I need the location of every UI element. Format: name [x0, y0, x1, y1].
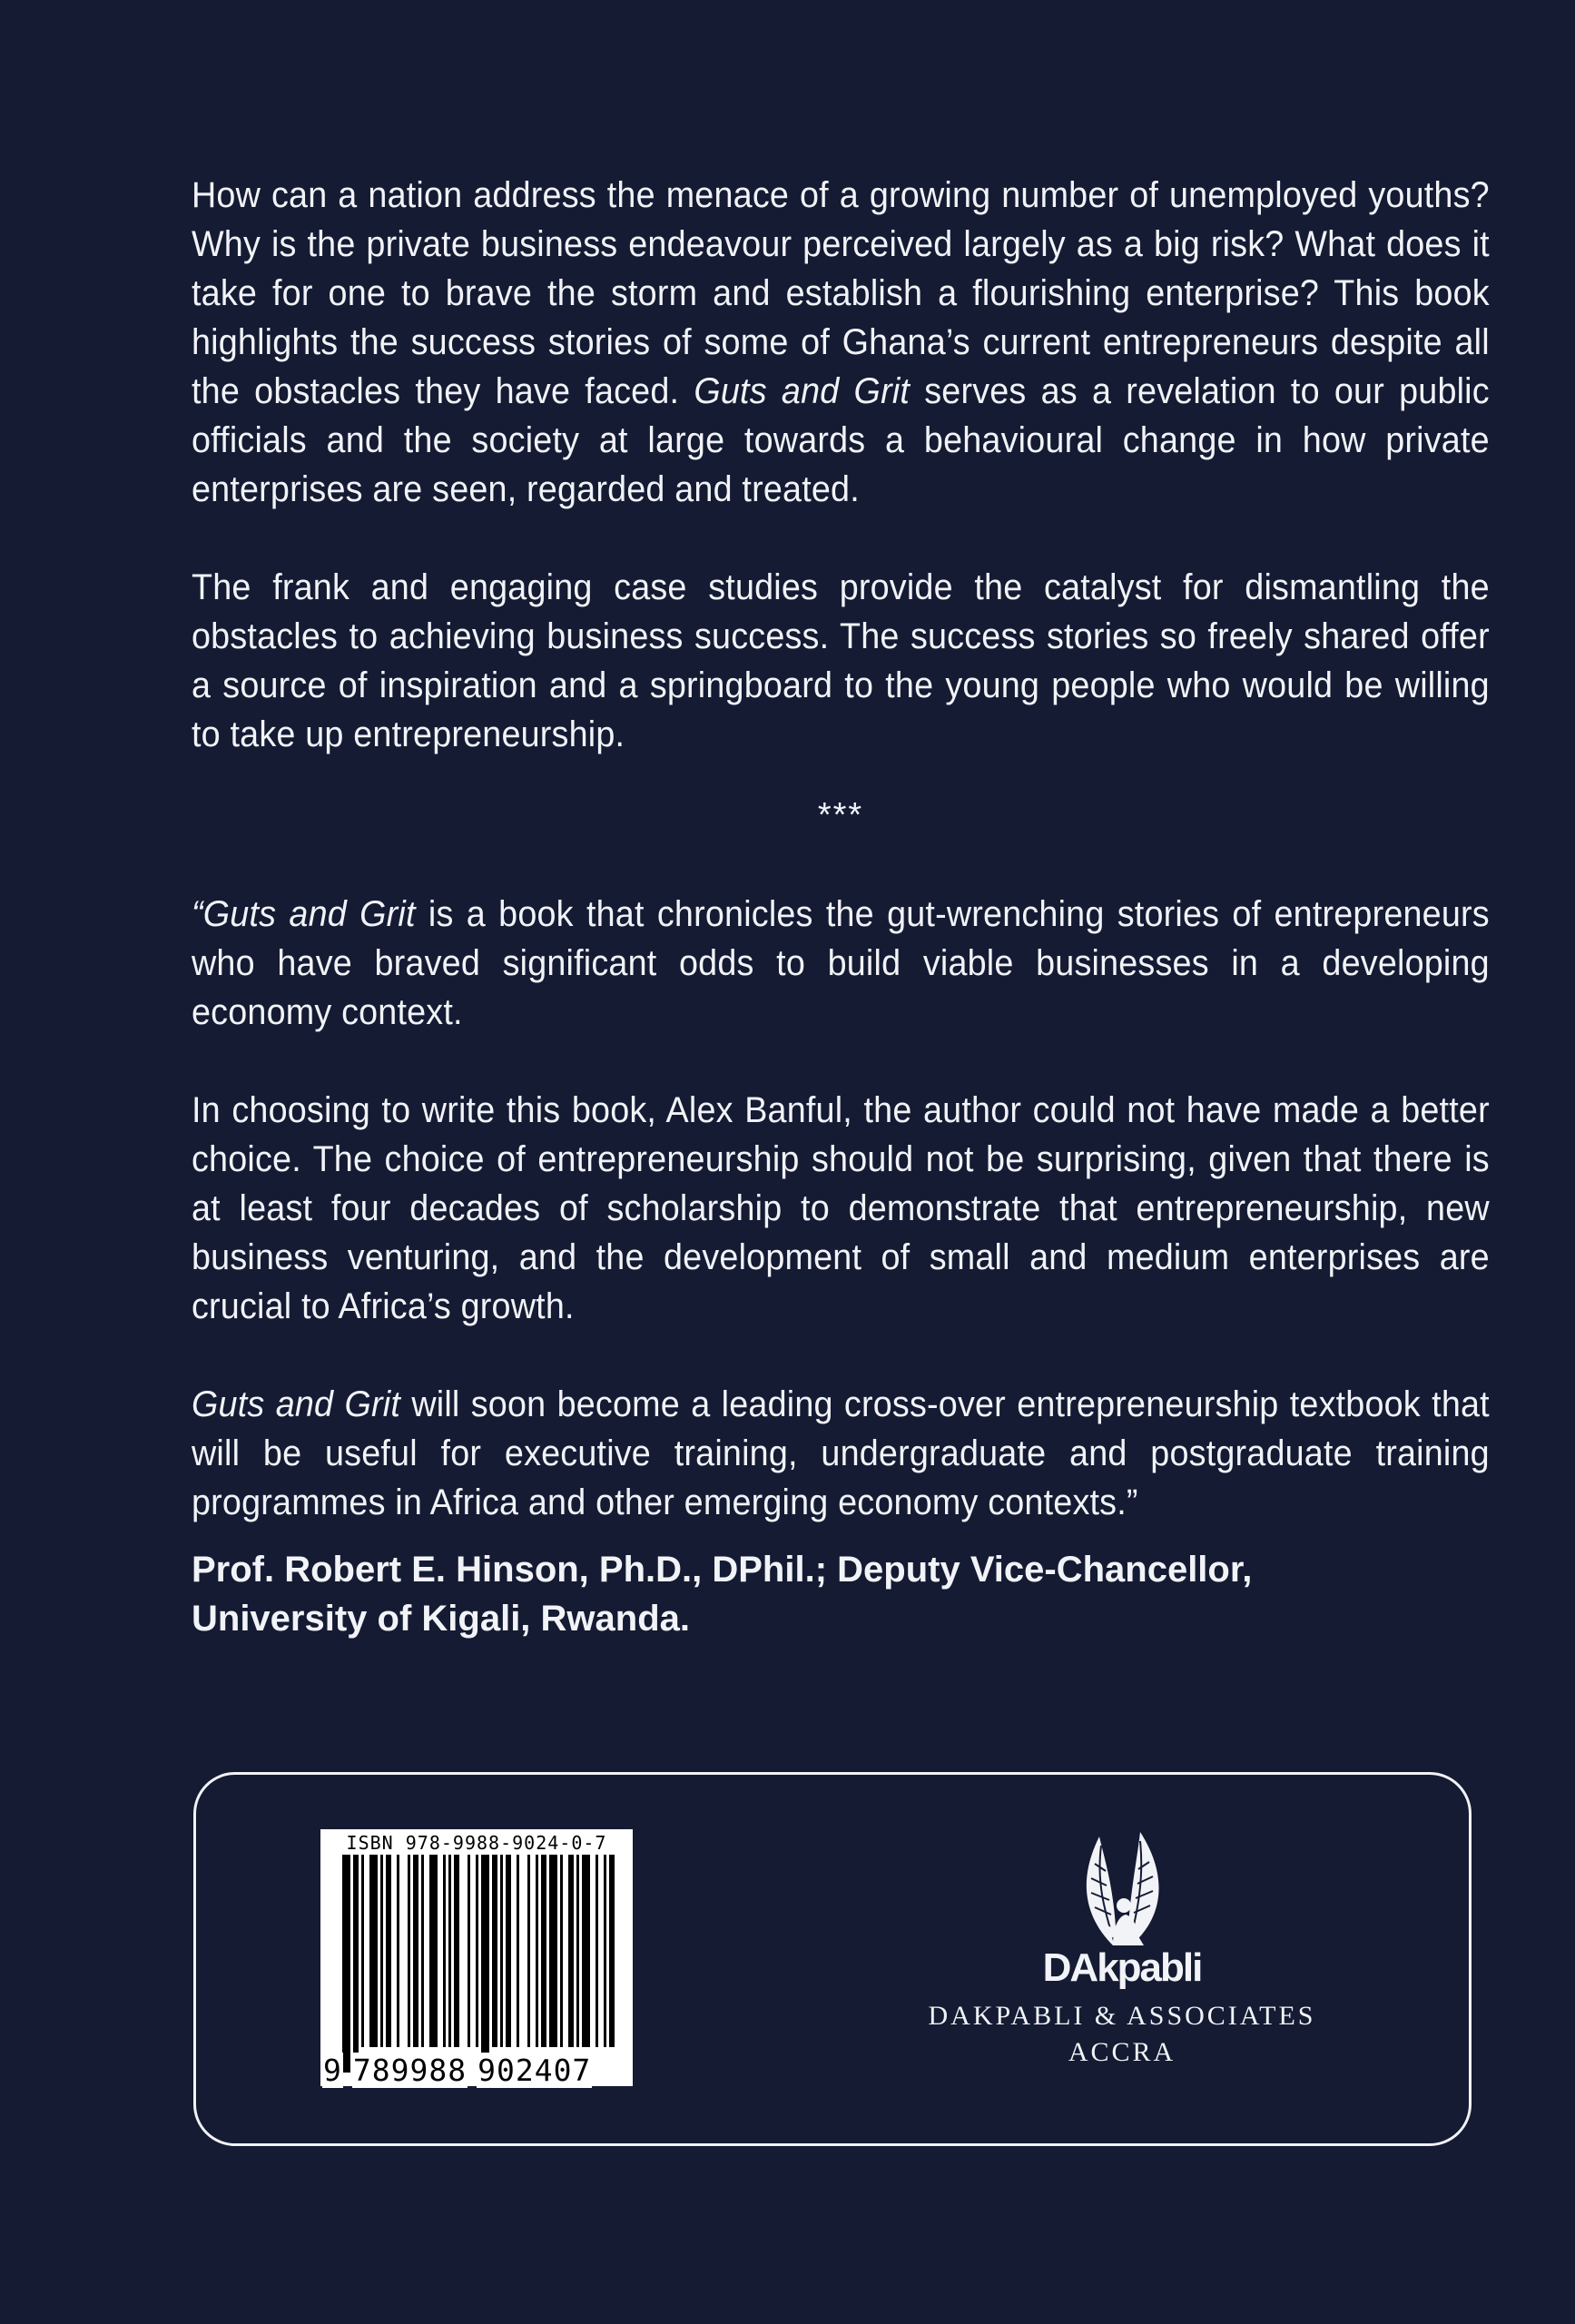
book-title-italic: “Guts and Grit [192, 894, 416, 934]
barcode-bar [443, 1855, 446, 2047]
isbn-label: ISBN 978-9988-9024-0-7 [346, 1832, 607, 1854]
ean-digits [322, 2055, 592, 2086]
isbn-barcode [320, 1829, 633, 2086]
publisher-name: DAKPABLI & ASSOCIATES [928, 2001, 1316, 2031]
barcode-bar [517, 1855, 519, 2047]
section-separator: *** [817, 796, 864, 834]
back-cover-text [192, 171, 1490, 1643]
endorser-attribution [192, 1545, 1490, 1643]
blurb-text: serves as a revelation to our public officials and the society at large towards a behavioural change in how private enterprises are seen, regarded and treated. [192, 371, 1490, 509]
endorsement-paragraph-3 [192, 1380, 1490, 1527]
barcode-bar [369, 1855, 378, 2047]
endorsement-paragraph-1 [192, 890, 1490, 1037]
endorsement-paragraph-2: In choosing to write this book, Alex Banful, the author could not have made a better choice. The choice of entrepreneurship should not be surprising, given that there is at least four decades of scholarship to demonstrate that entrepreneurship, new business venturing, and the development of small and medium enterprises are crucial to Africa’s growth. [192, 1090, 1490, 1326]
endorsement-text: will soon become a leading cross-over entrepreneurship textbook that will be useful for executive training, undergraduate and postgraduate training programmes in Africa and other emerging economy contexts.” [192, 1384, 1490, 1522]
barcode-bar [429, 1855, 438, 2047]
barcode-bar [380, 1855, 383, 2047]
barcode-bar [536, 1855, 538, 2047]
barcode-bar [361, 1855, 364, 2047]
barcode-bar [353, 1855, 359, 2073]
barcode-bar [506, 1855, 511, 2047]
feather-reader-icon [1049, 1818, 1195, 1955]
barcode-bar [492, 1855, 497, 2047]
barcode-bar [408, 1855, 410, 2047]
attribution-line: Prof. Robert E. Hinson, Ph.D., DPhil.; Deputy Vice-Chancellor, [192, 1550, 1253, 1590]
attribution-line: University of Kigali, Rwanda. [192, 1599, 691, 1639]
barcode-bar [421, 1855, 424, 2047]
barcode-bar [527, 1855, 530, 2047]
barcode-bar [454, 1855, 459, 2047]
barcode-bar [549, 1855, 557, 2047]
barcode-bar [342, 1855, 350, 2073]
barcode-bar [582, 1855, 590, 2047]
book-title-italic: Guts and Grit [192, 1384, 401, 1424]
publisher-logo-block [886, 1818, 1358, 2071]
barcode-bar [560, 1855, 563, 2047]
barcode-bar [476, 1855, 478, 2047]
barcode-bar [397, 1855, 399, 2047]
blurb-paragraph-1 [192, 171, 1490, 514]
barcode-bar [568, 1855, 574, 2047]
barcode-bars [339, 1855, 615, 2073]
barcode-bar [500, 1855, 503, 2047]
barcode-bar [604, 1855, 606, 2047]
barcode-bar [448, 1855, 451, 2047]
ean-group-1: 789988 [352, 2053, 468, 2088]
blurb-text: How can a nation address the menace of a growing number of unemployed youths? Why is the private business endeavour perceived largely as a big risk? What does it take for one to brave the storm and establish a flourishing enterprise? This book highlights the success stories of some of Ghana’s current entrepreneurs despite all the obstacles they have faced. [192, 175, 1490, 411]
publisher-city: ACCRA [1068, 2037, 1176, 2067]
blurb-paragraph-2: The frank and engaging case studies provide the catalyst for dismantling the obstacles to achieving business success. The success stories so freely shared offer a source of inspiration and a springboard to the young people who would be willing to take up entrepreneurship. [192, 567, 1490, 754]
ean-lead-digit: 9 [323, 2053, 342, 2088]
barcode-bar [576, 1855, 579, 2047]
ean-group-2: 902407 [477, 2053, 592, 2088]
barcode-bar [468, 1855, 470, 2047]
endorsement-text: is a book that chronicles the gut-wrenching stories of entrepreneurs who have braved significant odds to build viable businesses in a developing economy context. [192, 894, 1490, 1032]
publisher-panel [193, 1772, 1472, 2146]
barcode-bar [481, 1855, 489, 2073]
barcode-bar [386, 1855, 391, 2047]
barcode-bar [596, 1855, 598, 2047]
barcode-bar [413, 1855, 418, 2047]
barcode-bar [541, 1855, 546, 2047]
barcode-bar [609, 1855, 615, 2047]
book-title-italic: Guts and Grit [694, 371, 911, 411]
publisher-logo-wordmark: DAkpabli [1042, 1945, 1202, 1990]
